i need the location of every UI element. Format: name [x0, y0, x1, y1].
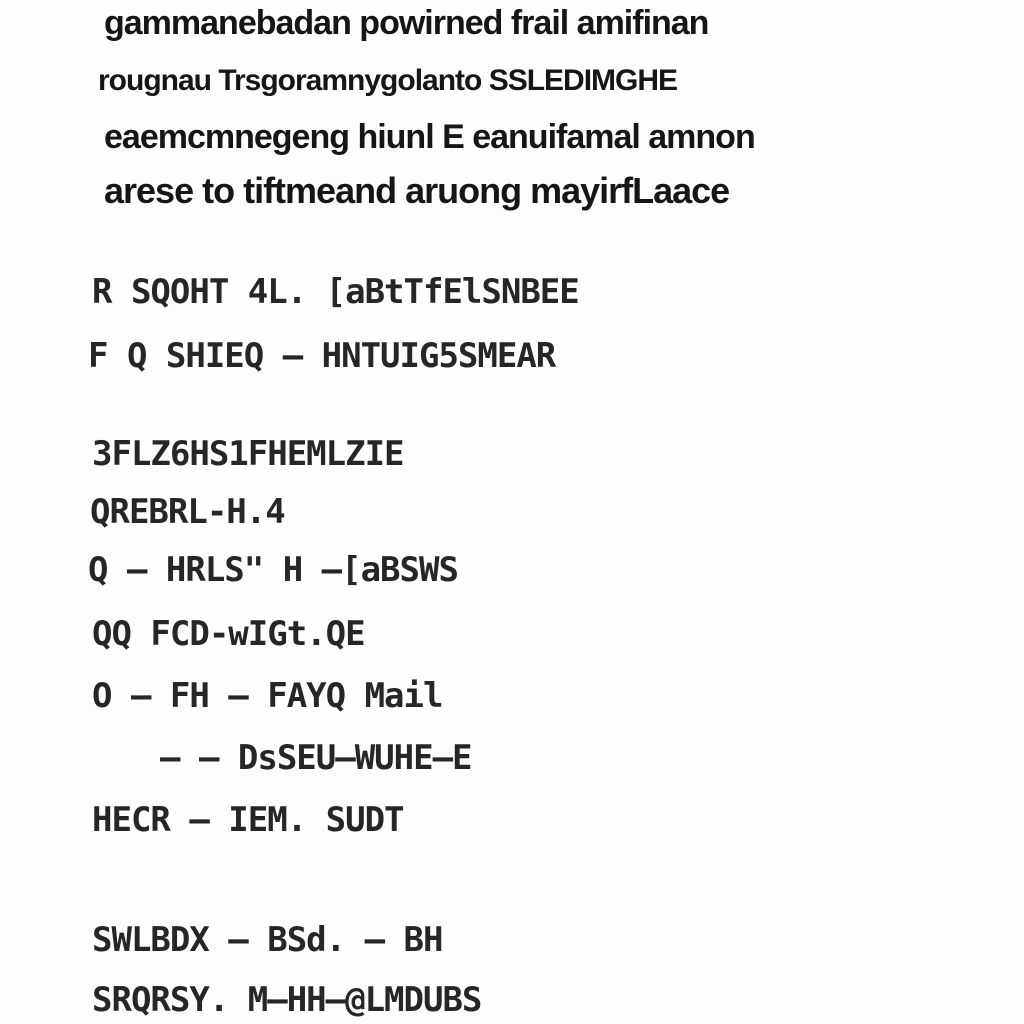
body-line: 3FLZ6HS1FHEMLZIE [92, 434, 404, 474]
body-line: Q – HRLS" H –[aBSWS [88, 550, 458, 590]
heading-line: rougnau Trsgoramnygolanto SSLEDIMGHE [98, 64, 678, 97]
heading-line: eaemcmnegeng hiunl E eanuifamal amnon [104, 118, 755, 156]
body-line: R SQOHT 4L. [aBtTfElSNBEE [92, 272, 579, 312]
body-line: SRQRSY. M–HH–@LMDUBS [92, 980, 482, 1020]
body-line: QREBRL-H.4 [90, 492, 285, 532]
body-line: HECR – IEM. SUDT [92, 800, 404, 840]
body-line: F Q SHIEQ – HNTUIG5SMEAR [88, 336, 556, 376]
body-line: SWLBDX – BSd. – BH [92, 920, 443, 960]
heading-line: arese to tiftmeand aruong mayirfLaace [104, 170, 730, 211]
heading-line: gammanebadan powirned frail amifinan [104, 4, 709, 42]
body-line: O – FH – FAYQ Mail [92, 676, 443, 716]
body-line: QQ FCD-wIGt.QE [92, 614, 365, 654]
body-line: – – DsSEU–WUHE–E [160, 738, 472, 778]
